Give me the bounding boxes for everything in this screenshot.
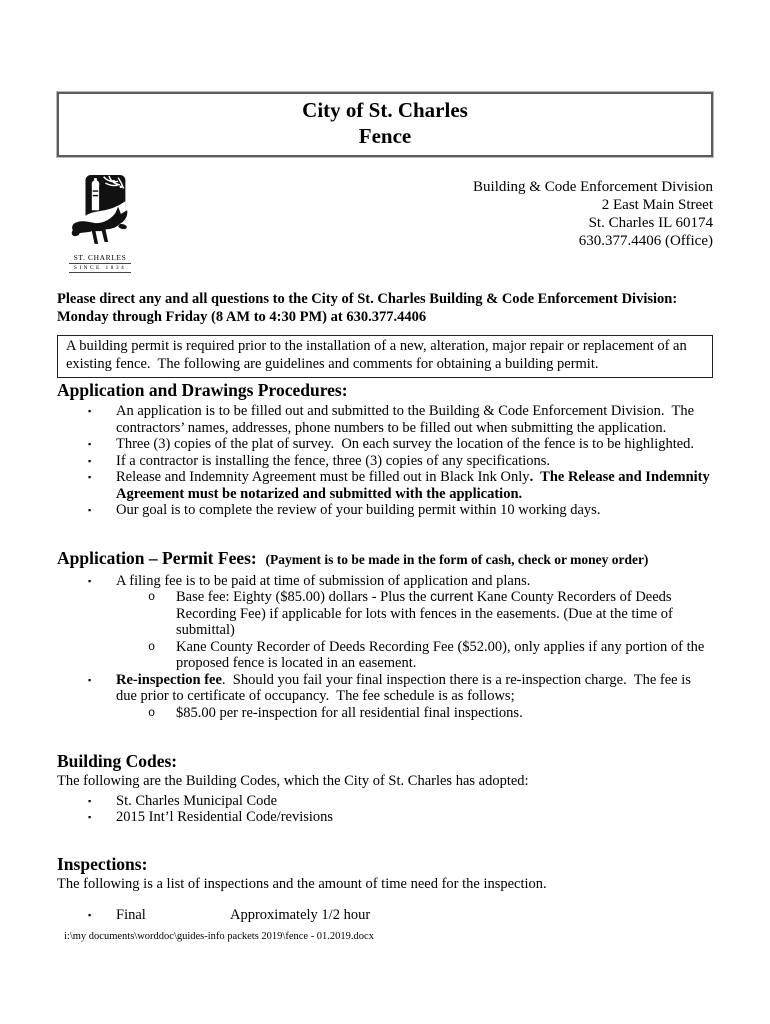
list-item-text: 2015 Int’l Residential Code/revisions xyxy=(116,809,334,825)
list-item-text: A filing fee is to be paid at time of submission of application and plans. xyxy=(116,572,531,589)
square-bullet-icon: ▪ xyxy=(88,674,92,685)
address-block xyxy=(473,178,713,250)
sub-item-text-highlight: current xyxy=(430,589,474,604)
intro-line-2: Monday through Friday (8 AM to 4:30 PM) at 630.377.4406 xyxy=(57,308,427,325)
document-title-box xyxy=(57,92,713,157)
list-item xyxy=(57,469,713,502)
codes-heading: Building Codes: xyxy=(57,751,178,771)
circle-bullet-icon: o xyxy=(148,590,156,604)
codes-intro: The following are the Building Codes, which the City of St. Charles has adopted: xyxy=(57,773,529,789)
inspection-row xyxy=(57,907,713,924)
square-bullet-icon: ▪ xyxy=(88,472,92,482)
sub-item-text-pre: Base fee: Eighty ($85.00) dollars - Plus the xyxy=(176,589,431,605)
document-title-line-1: City of St. Charles xyxy=(302,98,468,122)
document-content xyxy=(0,92,770,924)
sub-list-item xyxy=(57,705,713,722)
square-bullet-icon: ▪ xyxy=(88,575,92,586)
inspection-duration: Approximately 1/2 hour xyxy=(230,907,371,923)
intro-paragraph xyxy=(57,291,713,326)
address-line-city: St. Charles IL 60174 xyxy=(588,215,713,231)
fees-heading-main: Application – Permit Fees: xyxy=(57,547,257,568)
inspections-intro: The following is a list of inspections and the amount of time need for the inspection. xyxy=(57,875,547,892)
list-item-text-normal: Release and Indemnity Agreement must be filled out in Black Ink Only xyxy=(116,469,530,485)
permit-notice-text: A building permit is required prior to the installation of a new, alteration, major repair or replacement of an existing fence. The following are guidelines and comments for obtaining a building permit. xyxy=(66,338,687,372)
list-item-text-bold: Re-inspection fee xyxy=(116,671,222,688)
section-building-codes xyxy=(57,751,713,826)
procedures-heading: Application and Drawings Procedures: xyxy=(57,380,348,400)
fees-list xyxy=(57,573,713,722)
list-item xyxy=(57,573,713,590)
fees-heading xyxy=(57,548,713,570)
footer-file-path: i:\my documents\worddoc\guides-info packets 2019\fence - 01.2019.docx xyxy=(64,931,374,942)
circle-bullet-icon: o xyxy=(148,705,156,720)
square-bullet-icon: ▪ xyxy=(88,910,92,920)
list-item-text: Our goal is to complete the review of your building permit within 10 working days. xyxy=(116,502,601,518)
sub-list-item xyxy=(57,589,713,639)
square-bullet-icon: ▪ xyxy=(88,406,92,416)
document-title-line-2: Fence xyxy=(358,124,412,148)
list-item xyxy=(57,502,713,519)
section-procedures xyxy=(57,380,713,519)
logo-caption-since: SINCE 1834 xyxy=(69,264,131,273)
list-item-text-normal: . Should you fail your final inspection there is a re-inspection charge. The fee is due prior to certificate of occupancy. The fee schedule is as follows; xyxy=(116,671,691,704)
list-item xyxy=(57,793,713,810)
procedures-list xyxy=(57,403,713,519)
intro-line-1: Please direct any and all questions to the City of St. Charles Building & Code Enforcement Division: xyxy=(57,291,678,307)
header-row xyxy=(57,174,713,273)
address-line-phone: 630.377.4406 (Office) xyxy=(578,233,713,249)
list-item-text-bold: . The Release and Indemnity Agreement must be notarized and submitted with the application. xyxy=(116,469,710,502)
sub-item-text-post: Kane County Recorders of Deeds Recording Fee) if applicable for lots with fences in the easements. (Due at the time of submittal) xyxy=(176,589,673,638)
address-line-division: Building & Code Enforcement Division xyxy=(473,179,713,195)
circle-bullet-icon: o xyxy=(148,639,156,654)
fox-emblem-icon xyxy=(71,174,129,252)
inspection-name: Final xyxy=(116,907,146,923)
sub-item-text: Kane County Recorder of Deeds Recording Fee ($52.00), only applies if any portion of the proposed fence is located in an easement. xyxy=(176,638,705,671)
address-line-street: 2 East Main Street xyxy=(601,197,713,213)
codes-list xyxy=(57,793,713,826)
list-item-text: An application is to be filled out and submitted to the Building & Code Enforcement Division. The contractors’ names, addresses, phone numbers to be filled out when submitting the application. xyxy=(116,403,695,436)
list-item-text: If a contractor is installing the fence, three (3) copies of any specifications. xyxy=(116,452,551,469)
list-item xyxy=(57,403,713,436)
square-bullet-icon: ▪ xyxy=(88,455,92,466)
permit-notice-box xyxy=(57,335,713,378)
square-bullet-icon: ▪ xyxy=(88,505,92,515)
sub-item-text: $85.00 per re-inspection for all residential final inspections. xyxy=(176,704,523,721)
list-item xyxy=(57,436,713,453)
square-bullet-icon: ▪ xyxy=(88,439,92,449)
fees-heading-note: (Payment is to be made in the form of cash, check or money order) xyxy=(265,551,649,567)
inspections-heading: Inspections: xyxy=(57,853,148,874)
sub-list-item xyxy=(57,639,713,672)
list-item-text: St. Charles Municipal Code xyxy=(116,792,278,809)
square-bullet-icon: ▪ xyxy=(88,812,92,822)
list-item xyxy=(57,453,713,470)
list-item xyxy=(57,672,713,705)
logo-caption-st-charles: ST. CHARLES xyxy=(69,253,131,264)
square-bullet-icon: ▪ xyxy=(88,795,92,806)
section-fees xyxy=(57,548,713,722)
city-logo xyxy=(69,174,131,273)
section-inspections xyxy=(57,854,713,924)
list-item xyxy=(57,809,713,826)
list-item-text: Three (3) copies of the plat of survey. On each survey the location of the fence is to be highlighted. xyxy=(116,436,695,452)
